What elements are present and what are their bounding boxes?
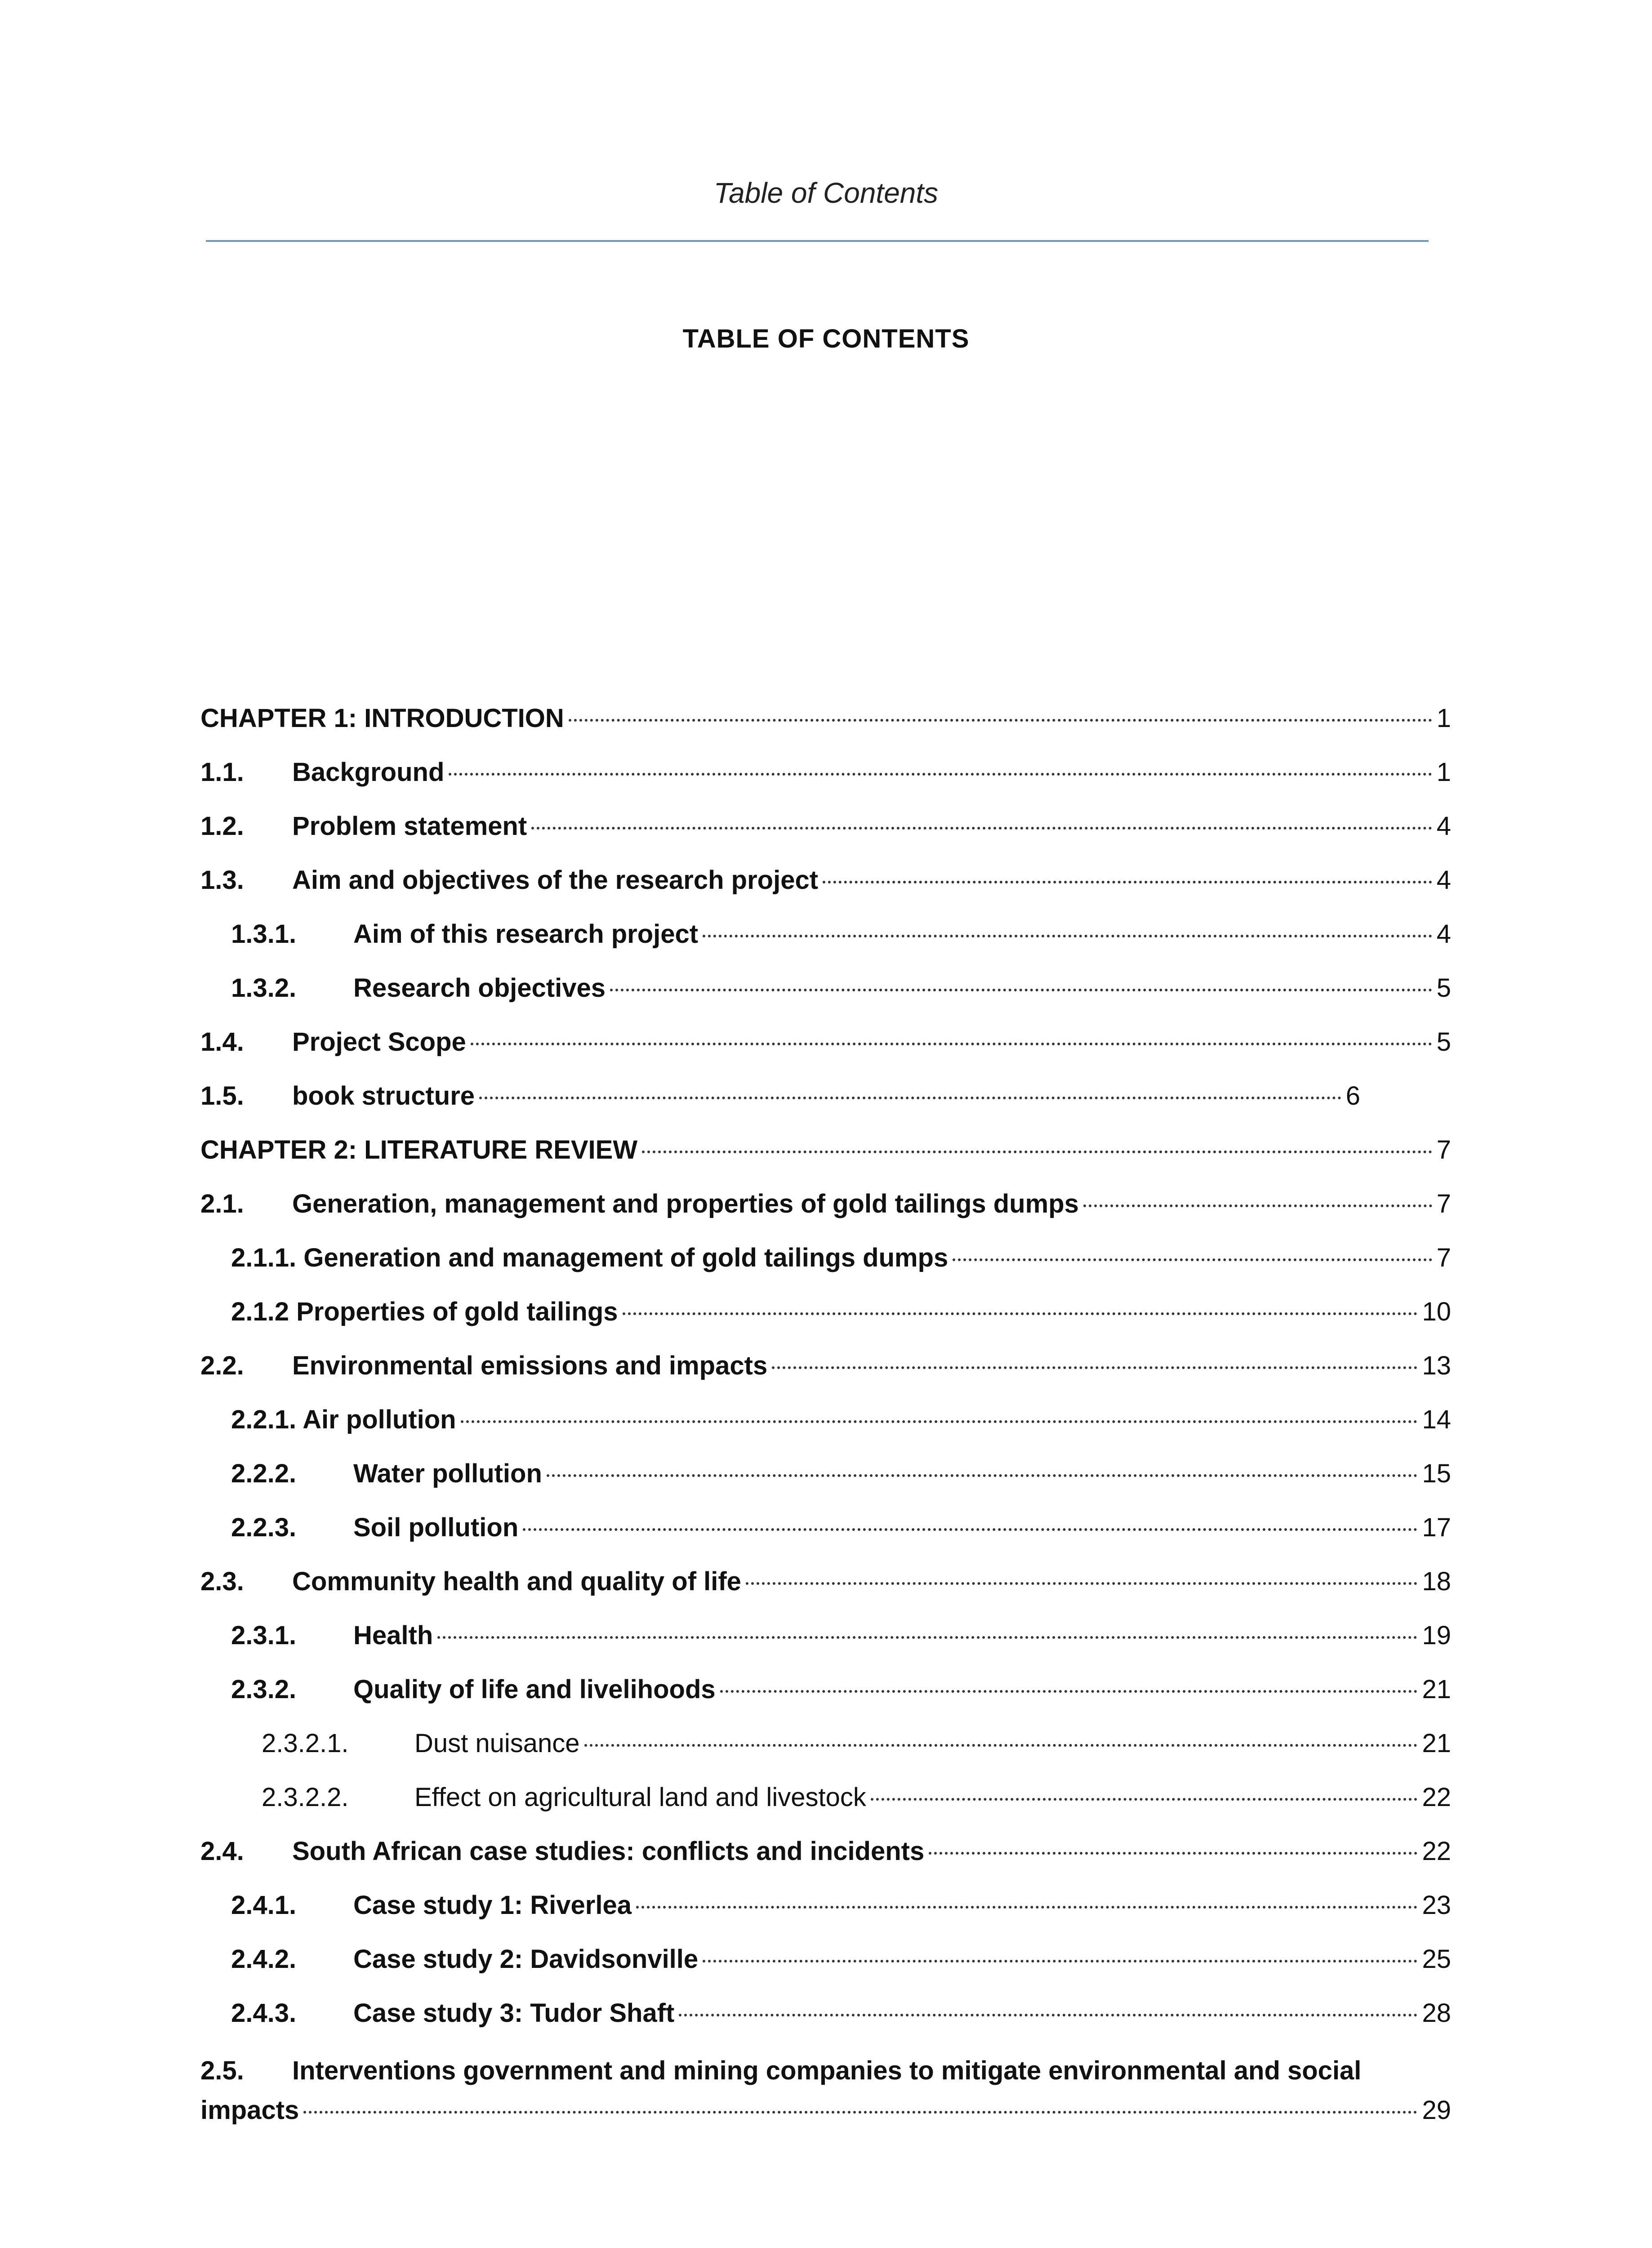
- toc-entry-page: 15: [1422, 1459, 1451, 1488]
- toc-entry-number: 2.5.: [200, 2056, 244, 2085]
- toc-entry-number: 2.3.2.2.: [262, 1783, 349, 1812]
- running-header: Table of Contents: [713, 177, 939, 209]
- toc-entry[interactable]: [200, 1404, 1451, 1458]
- toc-dot-leader: [471, 1043, 1432, 1045]
- toc-entry-title: Research objectives: [353, 973, 606, 1003]
- toc-dot-leader: [449, 773, 1432, 776]
- toc-entry-title: Interventions government and mining companies to mitigate environmental and social: [292, 2056, 1362, 2085]
- toc-entry[interactable]: [200, 2051, 1451, 2130]
- page-title: TABLE OF CONTENTS: [682, 324, 970, 353]
- toc-entry-title: Case study 2: Davidsonville: [353, 1945, 699, 1974]
- toc-entry[interactable]: [200, 1835, 1451, 1889]
- toc-entry-title: CHAPTER 1: INTRODUCTION: [200, 704, 564, 733]
- toc-entry-title: 2.1.1. Generation and management of gold tailings dumps: [231, 1243, 948, 1272]
- toc-entry-title: Problem statement: [292, 812, 527, 841]
- toc-dot-leader: [437, 1636, 1417, 1639]
- toc-entry[interactable]: [200, 1619, 1451, 1673]
- toc-dot-leader: [569, 719, 1432, 722]
- toc-entry-page: 22: [1422, 1783, 1451, 1812]
- toc-entry-title: Case study 1: Riverlea: [353, 1891, 632, 1920]
- toc-entry[interactable]: [200, 1889, 1451, 1943]
- toc-entry-title: Effect on agricultural land and livestock: [414, 1783, 866, 1812]
- toc-entry[interactable]: [200, 918, 1451, 972]
- toc-entry[interactable]: [200, 1188, 1451, 1242]
- table-of-contents: [200, 702, 1451, 2130]
- toc-entry-page: 19: [1422, 1621, 1451, 1650]
- toc-entry-title: Environmental emissions and impacts: [292, 1351, 768, 1380]
- toc-entry-page: 6: [1345, 1081, 1360, 1111]
- toc-entry[interactable]: [200, 1512, 1451, 1566]
- toc-entry-number: 2.4.1.: [231, 1891, 297, 1920]
- toc-entry-page: 13: [1422, 1351, 1451, 1380]
- toc-entry[interactable]: [200, 1943, 1451, 1997]
- toc-entry-title: Background: [292, 758, 445, 787]
- toc-dot-leader: [479, 1097, 1341, 1099]
- toc-entry[interactable]: [200, 810, 1451, 864]
- toc-entry-page: 4: [1436, 919, 1451, 949]
- toc-entry-page: 7: [1436, 1189, 1451, 1218]
- toc-entry[interactable]: [200, 1781, 1451, 1835]
- toc-entry-page: 14: [1422, 1405, 1451, 1434]
- toc-entry-title: Dust nuisance: [414, 1729, 580, 1758]
- toc-entry-number: 2.3.2.1.: [262, 1729, 349, 1758]
- toc-dot-leader: [823, 881, 1432, 883]
- toc-dot-leader: [772, 1366, 1417, 1369]
- toc-entry-number: 1.1.: [200, 758, 244, 787]
- toc-dot-leader: [679, 2014, 1417, 2016]
- toc-entry-page: 4: [1436, 865, 1451, 895]
- toc-entry[interactable]: [200, 1134, 1451, 1188]
- toc-entry-title: Quality of life and livelihoods: [353, 1675, 716, 1704]
- toc-dot-leader: [642, 1151, 1432, 1153]
- toc-entry-page: 18: [1422, 1567, 1451, 1596]
- toc-entry-number: 1.3.1.: [231, 919, 297, 949]
- toc-entry-page: 29: [1422, 2096, 1451, 2125]
- toc-entry-page: 17: [1422, 1513, 1451, 1542]
- toc-entry-page: 1: [1436, 758, 1451, 787]
- toc-entry-page: 23: [1422, 1891, 1451, 1920]
- toc-entry-title: CHAPTER 2: LITERATURE REVIEW: [200, 1135, 638, 1164]
- toc-entry-number: 2.2.3.: [231, 1513, 297, 1542]
- toc-dot-leader: [461, 1420, 1418, 1423]
- toc-entry-number: 2.4.2.: [231, 1945, 297, 1974]
- toc-entry-number: 2.2.: [200, 1351, 244, 1380]
- toc-dot-leader: [953, 1258, 1432, 1261]
- toc-entry[interactable]: [200, 1080, 1360, 1134]
- toc-entry-page: 1: [1436, 704, 1451, 733]
- toc-entry-number: 1.5.: [200, 1081, 244, 1111]
- toc-dot-leader: [929, 1852, 1417, 1855]
- toc-entry-number: 2.4.3.: [231, 1998, 297, 2028]
- toc-dot-leader: [1083, 1204, 1432, 1207]
- toc-entry-title: Project Scope: [292, 1027, 466, 1057]
- toc-dot-leader: [531, 827, 1432, 830]
- toc-entry-number: 2.4.: [200, 1837, 244, 1866]
- toc-entry[interactable]: [200, 1350, 1451, 1404]
- toc-entry-number: 1.3.: [200, 865, 244, 895]
- toc-entry-title: Aim and objectives of the research project: [292, 865, 819, 895]
- toc-entry-page: 5: [1436, 973, 1451, 1003]
- toc-entry[interactable]: [200, 1458, 1451, 1512]
- toc-entry-title: Health: [353, 1621, 433, 1650]
- toc-entry-page: 4: [1436, 812, 1451, 841]
- toc-entry[interactable]: [200, 756, 1451, 810]
- toc-entry-title: South African case studies: conflicts and incidents: [292, 1837, 925, 1866]
- toc-entry-title: Aim of this research project: [353, 919, 699, 949]
- toc-entry-page: 21: [1422, 1675, 1451, 1704]
- toc-entry-number: 2.3.1.: [231, 1621, 297, 1650]
- toc-entry-title: Water pollution: [353, 1459, 542, 1488]
- toc-entry-page: 7: [1436, 1243, 1451, 1272]
- toc-entry-number: 2.2.2.: [231, 1459, 297, 1488]
- toc-entry-number: 2.3.2.: [231, 1675, 297, 1704]
- toc-entry-title: Generation, management and properties of gold tailings dumps: [292, 1189, 1079, 1218]
- toc-dot-leader: [703, 935, 1432, 937]
- toc-entry-title-continued: impacts: [200, 2096, 299, 2125]
- toc-entry[interactable]: [200, 1673, 1451, 1727]
- toc-entry-number: 2.1.: [200, 1189, 244, 1218]
- toc-entry[interactable]: [200, 1242, 1451, 1296]
- toc-entry-number: 1.4.: [200, 1027, 244, 1057]
- toc-entry-page: 28: [1422, 1998, 1451, 2028]
- toc-entry-page: 22: [1422, 1837, 1451, 1866]
- toc-entry[interactable]: [200, 864, 1451, 918]
- toc-entry[interactable]: [200, 1727, 1451, 1781]
- toc-dot-leader: [547, 1474, 1418, 1477]
- toc-entry-title: Case study 3: Tudor Shaft: [353, 1998, 675, 2028]
- toc-entry[interactable]: [200, 1997, 1451, 2051]
- toc-entry-title: book structure: [292, 1081, 475, 1111]
- toc-entry[interactable]: [200, 702, 1451, 756]
- toc-dot-leader: [703, 1960, 1417, 1963]
- toc-entry-title: Soil pollution: [353, 1513, 519, 1542]
- toc-entry-page: 10: [1422, 1297, 1451, 1326]
- toc-dot-leader: [746, 1582, 1418, 1585]
- toc-entry[interactable]: [200, 1296, 1451, 1350]
- toc-entry-page: 7: [1436, 1135, 1451, 1164]
- header-rule: [206, 240, 1429, 242]
- toc-dot-leader: [871, 1798, 1418, 1801]
- toc-entry[interactable]: [200, 972, 1451, 1026]
- toc-dot-leader: [623, 1312, 1418, 1315]
- toc-dot-leader: [610, 989, 1432, 991]
- toc-dot-leader: [636, 1906, 1418, 1909]
- toc-dot-leader: [303, 2111, 1417, 2114]
- toc-dot-leader: [720, 1690, 1418, 1693]
- toc-entry-page: 21: [1422, 1729, 1451, 1758]
- toc-entry[interactable]: [200, 1566, 1451, 1619]
- toc-dot-leader: [523, 1528, 1417, 1531]
- toc-entry-title: 2.1.2 Properties of gold tailings: [231, 1297, 618, 1326]
- toc-entry-page: 25: [1422, 1945, 1451, 1974]
- toc-entry-number: 1.3.2.: [231, 973, 297, 1003]
- toc-entry-page: 5: [1436, 1027, 1451, 1057]
- toc-dot-leader: [584, 1744, 1418, 1747]
- toc-entry-title: Community health and quality of life: [292, 1567, 741, 1596]
- toc-entry-number: 2.3.: [200, 1567, 244, 1596]
- toc-entry-number: 1.2.: [200, 812, 244, 841]
- toc-entry[interactable]: [200, 1026, 1451, 1080]
- toc-entry-title: 2.2.1. Air pollution: [231, 1405, 456, 1434]
